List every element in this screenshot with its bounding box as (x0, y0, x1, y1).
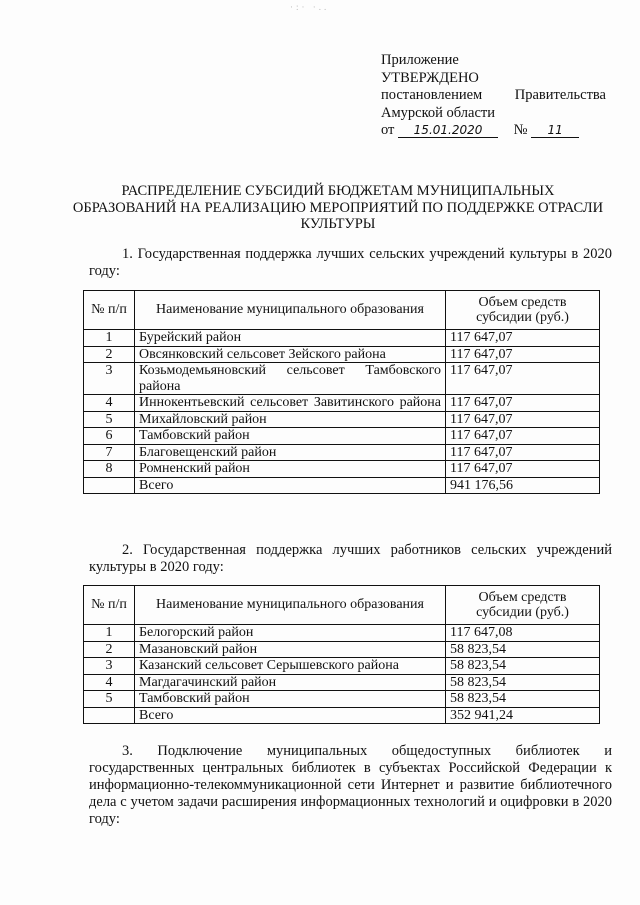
approval-line-3b: Правительства (514, 87, 606, 103)
row-amount: 58 823,54 (446, 658, 600, 675)
table-row (84, 658, 600, 675)
num-value: 11 (531, 123, 579, 138)
total-num (84, 707, 135, 724)
table-row (84, 691, 600, 708)
table-header-row (84, 291, 600, 330)
row-amount: 117 647,07 (446, 330, 600, 347)
row-name: Тамбовский район (135, 428, 446, 445)
approval-line-2: УТВЕРЖДЕНО (381, 69, 479, 86)
row-num: 2 (84, 641, 135, 658)
section3-text (89, 743, 612, 828)
approval-line-3a: постановлением (381, 87, 483, 103)
row-name: Магдагачинский район (135, 674, 446, 691)
section2-text (89, 542, 612, 576)
section1-table (83, 290, 600, 494)
table-total-row (84, 707, 600, 724)
document-title: РАСПРЕДЕЛЕНИЕ СУБСИДИЙ БЮДЖЕТАМ МУНИЦИПАЛЬНЫХ ОБРАЗОВАНИЙ НА РЕАЛИЗАЦИЮ МЕРОПРИЯТИЙ ПО ПОДДЕРЖКЕ ОТРАСЛИ КУЛЬТУРЫ (72, 183, 604, 232)
table-row (84, 395, 600, 412)
table-row (84, 363, 600, 395)
row-num: 8 (84, 461, 135, 478)
section2-text-content: 2. Государственная поддержка лучших работников сельских учреждений культуры в 2020 году: (89, 542, 612, 575)
row-name: Тамбовский район (135, 691, 446, 708)
row-amount: 117 647,07 (446, 444, 600, 461)
row-amount: 58 823,54 (446, 674, 600, 691)
row-num: 5 (84, 691, 135, 708)
date-value: 15.01.2020 (398, 123, 498, 138)
row-name: Иннокентьевский сельсовет Завитинского района (135, 395, 446, 412)
row-num: 3 (84, 363, 135, 395)
scan-marks: ·:· ·.. (290, 2, 330, 12)
date-prefix: от (381, 122, 395, 138)
approval-block (381, 52, 606, 140)
row-amount: 117 647,07 (446, 461, 600, 478)
total-label: Всего (135, 707, 446, 724)
row-name: Казанский сельсовет Серышевского района (135, 658, 446, 675)
approval-line-3 (381, 87, 606, 105)
row-amount: 58 823,54 (446, 691, 600, 708)
table-row (84, 444, 600, 461)
section1-text (89, 246, 612, 280)
row-num: 3 (84, 658, 135, 675)
table-row (84, 461, 600, 478)
table-header-row (84, 586, 600, 625)
header-name: Наименование муниципального образования (135, 291, 446, 330)
header-num: № п/п (84, 586, 135, 625)
section3-text-content: 3. Подключение муниципальных общедоступных библиотек и государственных центральных библиотек в субъектах Российской Федерации к информационно-телекоммуникационной сети Интернет и развитие библиотечного дела с учетом задачи расширения информационных технологий и оцифровки в 2020 году: (89, 743, 612, 827)
row-num: 7 (84, 444, 135, 461)
table-row (84, 346, 600, 363)
header-name: Наименование муниципального образования (135, 586, 446, 625)
table-row (84, 411, 600, 428)
table-row (84, 428, 600, 445)
row-amount: 117 647,07 (446, 428, 600, 445)
row-amount: 117 647,07 (446, 395, 600, 412)
row-amount: 117 647,08 (446, 625, 600, 642)
row-amount: 117 647,07 (446, 346, 600, 363)
row-name: Белогорский район (135, 625, 446, 642)
section2-table (83, 585, 600, 724)
section1-text-content: 1. Государственная поддержка лучших сельских учреждений культуры в 2020 году: (89, 246, 612, 279)
row-name: Овсянковский сельсовет Зейского района (135, 346, 446, 363)
row-num: 5 (84, 411, 135, 428)
row-amount: 58 823,54 (446, 641, 600, 658)
total-amount: 352 941,24 (446, 707, 600, 724)
total-num (84, 477, 135, 494)
row-name: Бурейский район (135, 330, 446, 347)
row-amount: 117 647,07 (446, 363, 600, 395)
table-row (84, 625, 600, 642)
row-name: Козьмодемьяновский сельсовет Тамбовского района (135, 363, 446, 395)
approval-date-line (381, 122, 606, 140)
row-name: Благовещенский район (135, 444, 446, 461)
header-amount: Объем средств субсидии (руб.) (446, 291, 600, 330)
table-total-row (84, 477, 600, 494)
header-num: № п/п (84, 291, 135, 330)
row-name: Мазановский район (135, 641, 446, 658)
row-num: 2 (84, 346, 135, 363)
table-row (84, 641, 600, 658)
approval-line-1: Приложение (381, 52, 459, 68)
row-name: Михайловский район (135, 411, 446, 428)
table-row (84, 330, 600, 347)
row-num: 4 (84, 674, 135, 691)
row-num: 4 (84, 395, 135, 412)
total-amount: 941 176,56 (446, 477, 600, 494)
header-amount: Объем средств субсидии (руб.) (446, 586, 600, 625)
total-label: Всего (135, 477, 446, 494)
table-row (84, 674, 600, 691)
row-num: 1 (84, 625, 135, 642)
row-amount: 117 647,07 (446, 411, 600, 428)
row-name: Ромненский район (135, 461, 446, 478)
row-num: 1 (84, 330, 135, 347)
row-num: 6 (84, 428, 135, 445)
approval-line-4: Амурской области (381, 104, 495, 121)
num-prefix: № (513, 122, 528, 138)
